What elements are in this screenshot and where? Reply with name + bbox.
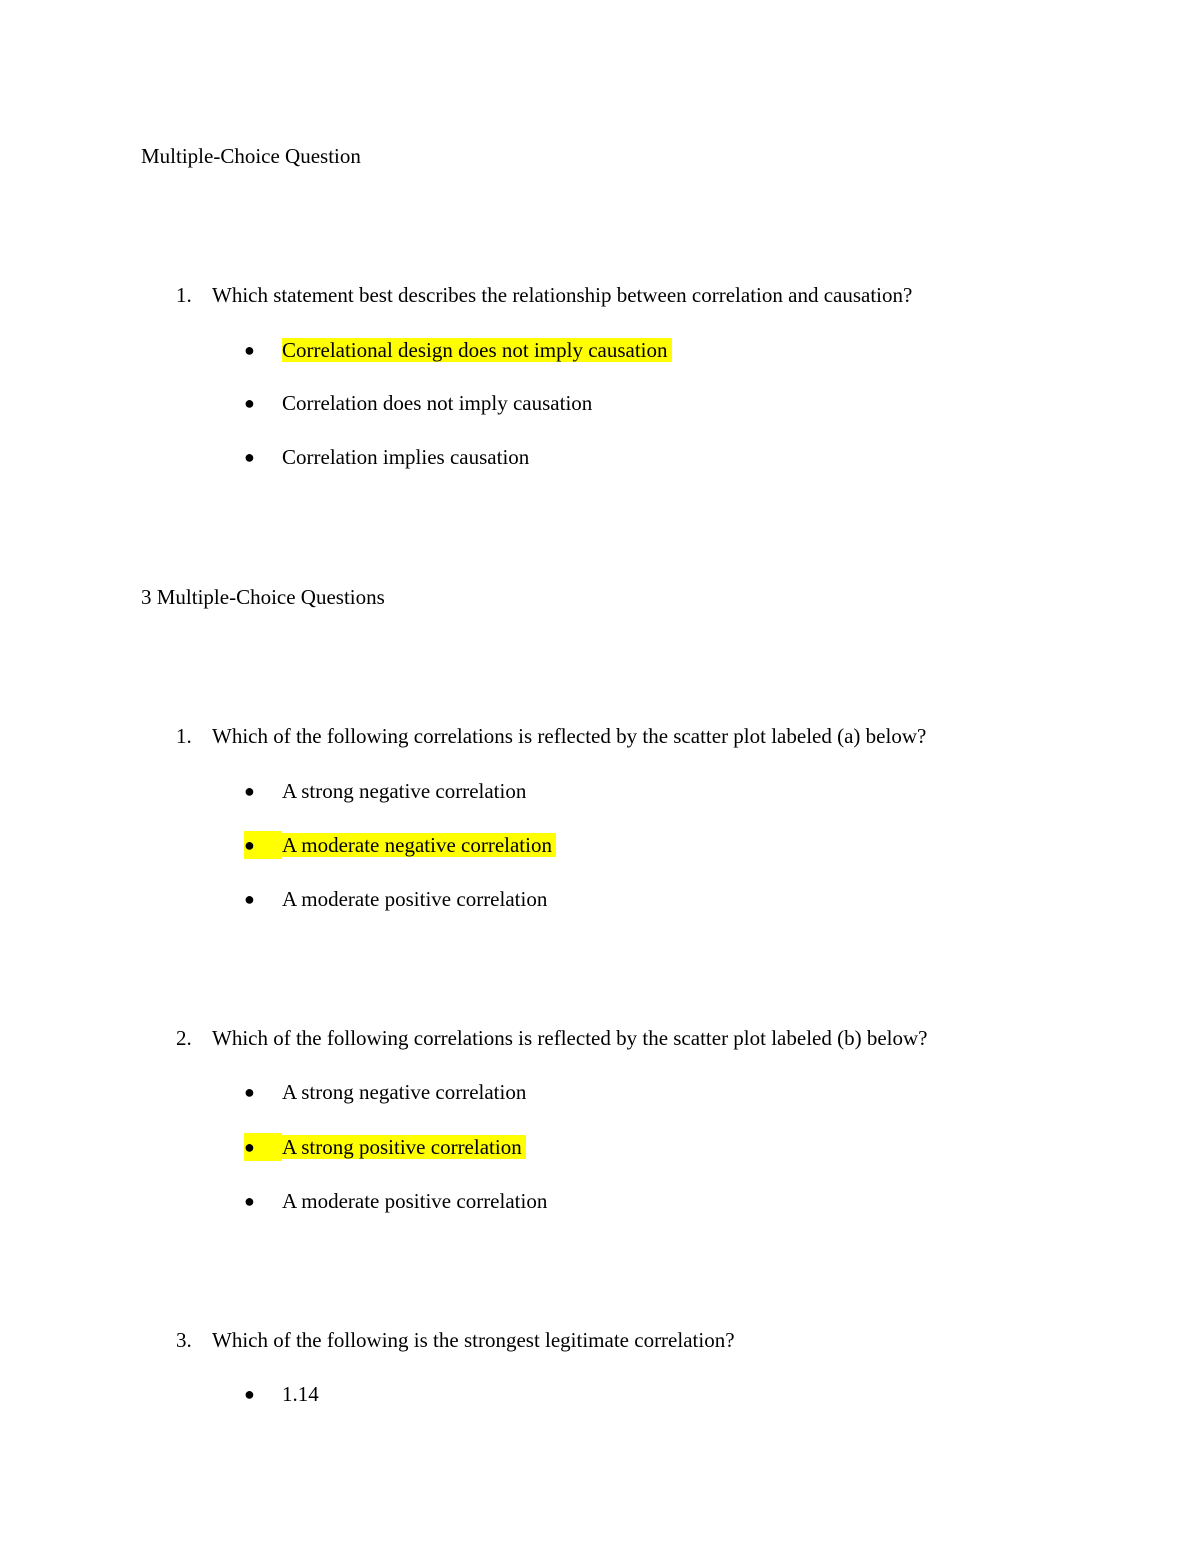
answer-option [244, 1380, 319, 1408]
answer-option [244, 885, 547, 913]
answer-option-text: A moderate positive correlation [282, 887, 548, 911]
bullet-icon: ● [244, 831, 282, 859]
question [176, 1326, 735, 1354]
section-heading: Multiple-Choice Question [141, 144, 361, 168]
answer-option-text: Correlation implies causation [282, 445, 530, 469]
bullet-icon: ● [244, 1191, 255, 1211]
answer-option [244, 1187, 547, 1215]
question-number: 3. [176, 1328, 192, 1352]
bullet-icon: ● [244, 340, 255, 360]
bullet-icon: ● [244, 889, 255, 909]
bullet-icon: ● [244, 393, 255, 413]
answer-option-text: A strong negative correlation [282, 1080, 527, 1104]
question-text: Which of the following is the strongest legitimate correlation? [212, 1328, 735, 1352]
answer-option [244, 777, 526, 805]
answer-option [244, 336, 672, 364]
answer-option [244, 443, 529, 471]
answer-option-text: A moderate negative correlation [282, 833, 556, 857]
section-heading: 3 Multiple-Choice Questions [141, 585, 385, 609]
answer-option [244, 389, 592, 417]
bullet-icon: ● [244, 447, 255, 467]
bullet-icon: ● [244, 1384, 255, 1404]
question-number: 1. [176, 283, 192, 307]
question-number: 2. [176, 1026, 192, 1050]
answer-option [244, 1078, 526, 1106]
bullet-icon: ● [244, 1082, 255, 1102]
question [176, 722, 926, 750]
question-text: Which statement best describes the relationship between correlation and causation? [212, 283, 913, 307]
question-number: 1. [176, 724, 192, 748]
bullet-icon: ● [244, 1133, 282, 1161]
answer-option-text: A strong positive correlation [282, 1135, 526, 1159]
question [176, 1024, 928, 1052]
answer-option [244, 831, 556, 859]
answer-option-text: Correlational design does not imply causation [282, 338, 672, 362]
bullet-icon: ● [244, 781, 255, 801]
question [176, 281, 912, 309]
answer-option-text: A moderate positive correlation [282, 1189, 548, 1213]
answer-option-text: A strong negative correlation [282, 779, 527, 803]
question-text: Which of the following correlations is reflected by the scatter plot labeled (b) below? [212, 1026, 928, 1050]
answer-option [244, 1133, 526, 1161]
question-text: Which of the following correlations is reflected by the scatter plot labeled (a) below? [212, 724, 927, 748]
answer-option-text: Correlation does not imply causation [282, 391, 593, 415]
answer-option-text: 1.14 [282, 1382, 319, 1406]
